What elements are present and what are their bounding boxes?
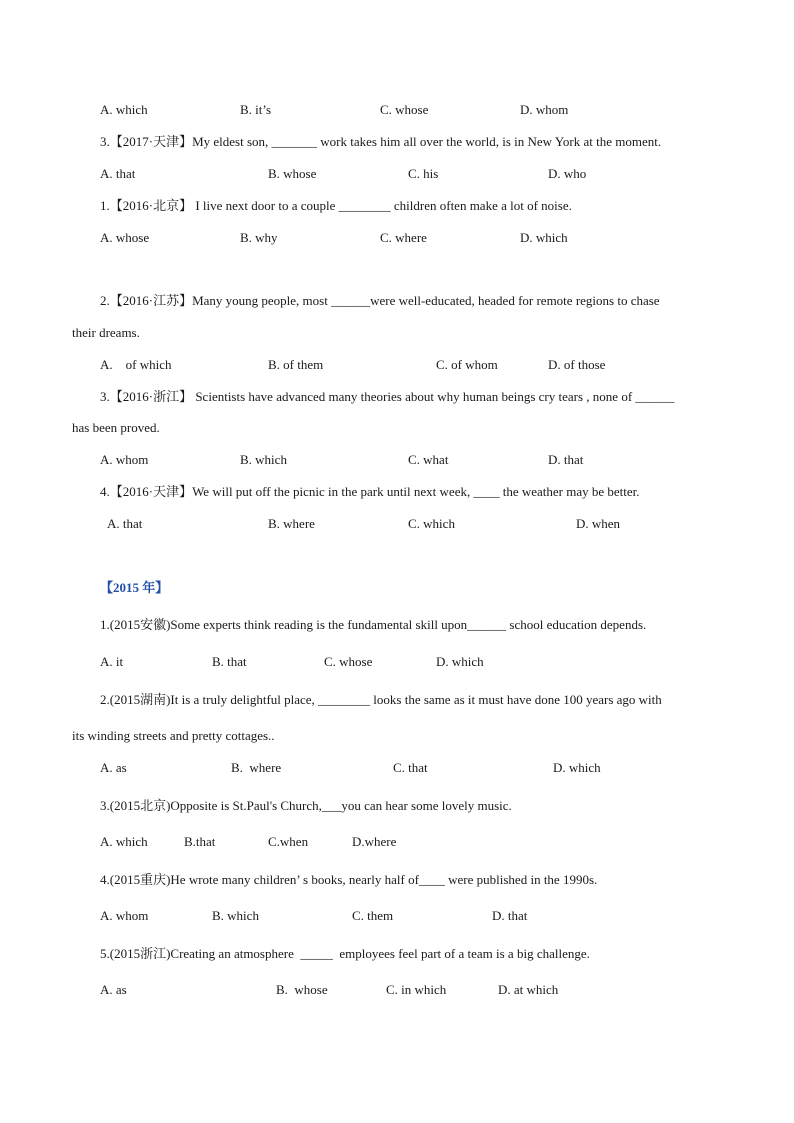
option-b: B. it’s: [240, 102, 272, 117]
option-d: D. of those: [548, 357, 606, 372]
option-a: A. it: [100, 654, 124, 669]
question-text: 2.【2016·江苏】Many young people, most ______were well-educated, headed for remote regions to chase: [100, 293, 660, 308]
option-b: B. of them: [268, 357, 324, 372]
question-text: 3.(2015北京)Opposite is St.Paul's Church,___you can hear some lovely music.: [100, 798, 512, 813]
option-c: C. in which: [386, 982, 447, 997]
option-a: A. as: [100, 982, 127, 997]
option-d: D. who: [548, 166, 587, 181]
question-text: 4.【2016·天津】We will put off the picnic in the park until next week, ____ the weather may be better.: [100, 484, 640, 499]
option-c: C. whose: [324, 654, 373, 669]
option-d: D.where: [352, 834, 397, 849]
option-b: B. why: [240, 230, 278, 245]
option-d: D. whom: [520, 102, 569, 117]
option-d: D. which: [553, 760, 601, 775]
question-text: 3.【2016·浙江】 Scientists have advanced many theories about why human beings cry tears , none of ______: [100, 389, 675, 404]
option-c: C. which: [408, 516, 455, 531]
question-text: 1.【2016·北京】 I live next door to a couple ________ children often make a lot of noise.: [100, 198, 572, 213]
option-c: C. what: [408, 452, 449, 467]
option-a: A. of which: [100, 357, 172, 372]
option-a: A. as: [100, 760, 127, 775]
option-d: D. that: [548, 452, 584, 467]
option-b: B. whose: [276, 982, 328, 997]
question-text-continued: has been proved.: [72, 420, 160, 435]
question-text-continued: their dreams.: [72, 325, 140, 340]
section-heading-2015: 【2015 年】: [100, 580, 169, 595]
option-b: B. which: [212, 908, 259, 923]
option-c: C. that: [393, 760, 428, 775]
option-a: A. that: [107, 516, 143, 531]
option-c: C. them: [352, 908, 394, 923]
option-a: A. whom: [100, 452, 149, 467]
option-c: C. where: [380, 230, 427, 245]
option-d: D. at which: [498, 982, 559, 997]
option-b: B. which: [240, 452, 287, 467]
option-d: D. when: [576, 516, 621, 531]
option-b: B.that: [184, 834, 216, 849]
option-d: D. which: [520, 230, 568, 245]
option-a: A. which: [100, 102, 148, 117]
option-a: A. which: [100, 834, 148, 849]
option-a: A. whose: [100, 230, 150, 245]
option-d: D. that: [492, 908, 528, 923]
option-c: C. his: [408, 166, 439, 181]
option-b: B. whose: [268, 166, 317, 181]
option-c: C.when: [268, 834, 309, 849]
question-text: 1.(2015安徽)Some experts think reading is the fundamental skill upon______ school education depends.: [100, 617, 647, 632]
option-a: A. whom: [100, 908, 149, 923]
question-text: 3.【2017·天津】My eldest son, _______ work takes him all over the world, is in New York at the moment.: [100, 134, 662, 149]
option-b: B. that: [212, 654, 247, 669]
option-d: D. which: [436, 654, 484, 669]
question-text-continued: its winding streets and pretty cottages..: [72, 728, 275, 743]
option-c: C. whose: [380, 102, 429, 117]
question-text: 5.(2015浙江)Creating an atmosphere _____ employees feel part of a team is a big challenge.: [100, 946, 590, 961]
option-a: A. that: [100, 166, 136, 181]
question-text: 4.(2015重庆)He wrote many children’ s books, nearly half of____ were published in the 1990s.: [100, 872, 598, 887]
option-b: B. where: [231, 760, 282, 775]
option-b: B. where: [268, 516, 315, 531]
question-text: 2.(2015湖南)It is a truly delightful place, ________ looks the same as it must have done 100 years ago with: [100, 692, 662, 707]
option-c: C. of whom: [436, 357, 498, 372]
